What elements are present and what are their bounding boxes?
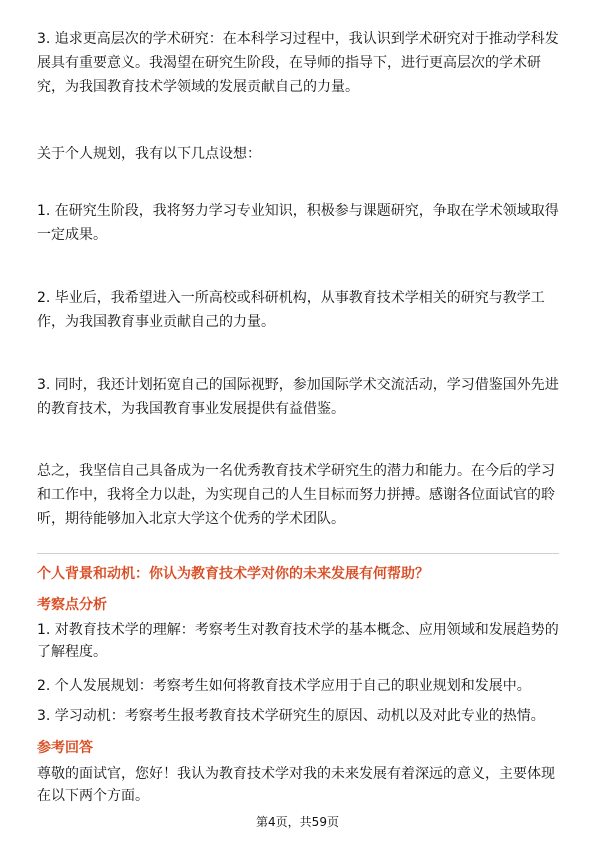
paragraph-plan-3: 3. 同时，我还计划拓宽自己的国际视野，参加国际学术交流活动，学习借鉴国外先进的教育技术，为我国教育事业发展提供有益借鉴。	[37, 377, 559, 417]
paragraph-plan-1: 1. 在研究生阶段，我将努力学习专业知识，积极参与课题研究，争取在学术领域取得一定成果。	[37, 203, 559, 243]
page-number: 第4页，共59页	[256, 815, 339, 829]
analysis-item: 2. 个人发展规划：考察考生如何将教育技术学应用于自己的职业规划和发展中。	[37, 678, 531, 694]
analysis-title: 考察点分析	[37, 597, 107, 613]
paragraph-plan-intro: 关于个人规划，我有以下几点设想：	[37, 146, 261, 162]
paragraph-conclusion: 总之，我坚信自己具备成为一名优秀教育技术学研究生的潜力和能力。在今后的学习和工作中，我将全力以赴，为实现自己的人生目标而努力拼搏。感谢各位面试官的聆听，期待能够加入北京大学这个优秀的学术团队。	[37, 463, 555, 527]
analysis-item: 1. 对教育技术学的理解：考察考生对教育技术学的基本概念、应用领域和发展趋势的了解程度。	[37, 622, 559, 660]
answer-title: 参考回答	[37, 740, 93, 756]
paragraph-plan-2: 2. 毕业后，我希望进入一所高校或科研机构，从事教育技术学相关的研究与教学工作，为我国教育事业贡献自己的力量。	[37, 290, 545, 330]
paragraph-academic-research: 3. 追求更高层次的学术研究：在本科学习过程中，我认识到学术研究对于推动学科发展具有重要意义。我渴望在研究生阶段，在导师的指导下，进行更高层次的学术研究，为我国教育技术学领域的发展贡献自己的力量。	[37, 31, 559, 95]
answer-text: 尊敬的面试官，您好！我认为教育技术学对我的未来发展有着深远的意义，主要体现在以下两个方面。	[37, 766, 555, 804]
analysis-item: 3. 学习动机：考察考生报考教育技术学研究生的原因、动机以及对此专业的热情。	[37, 708, 545, 724]
section-divider	[37, 553, 559, 554]
question-heading: 个人背景和动机：你认为教育技术学对你的未来发展有何帮助？	[37, 566, 429, 582]
